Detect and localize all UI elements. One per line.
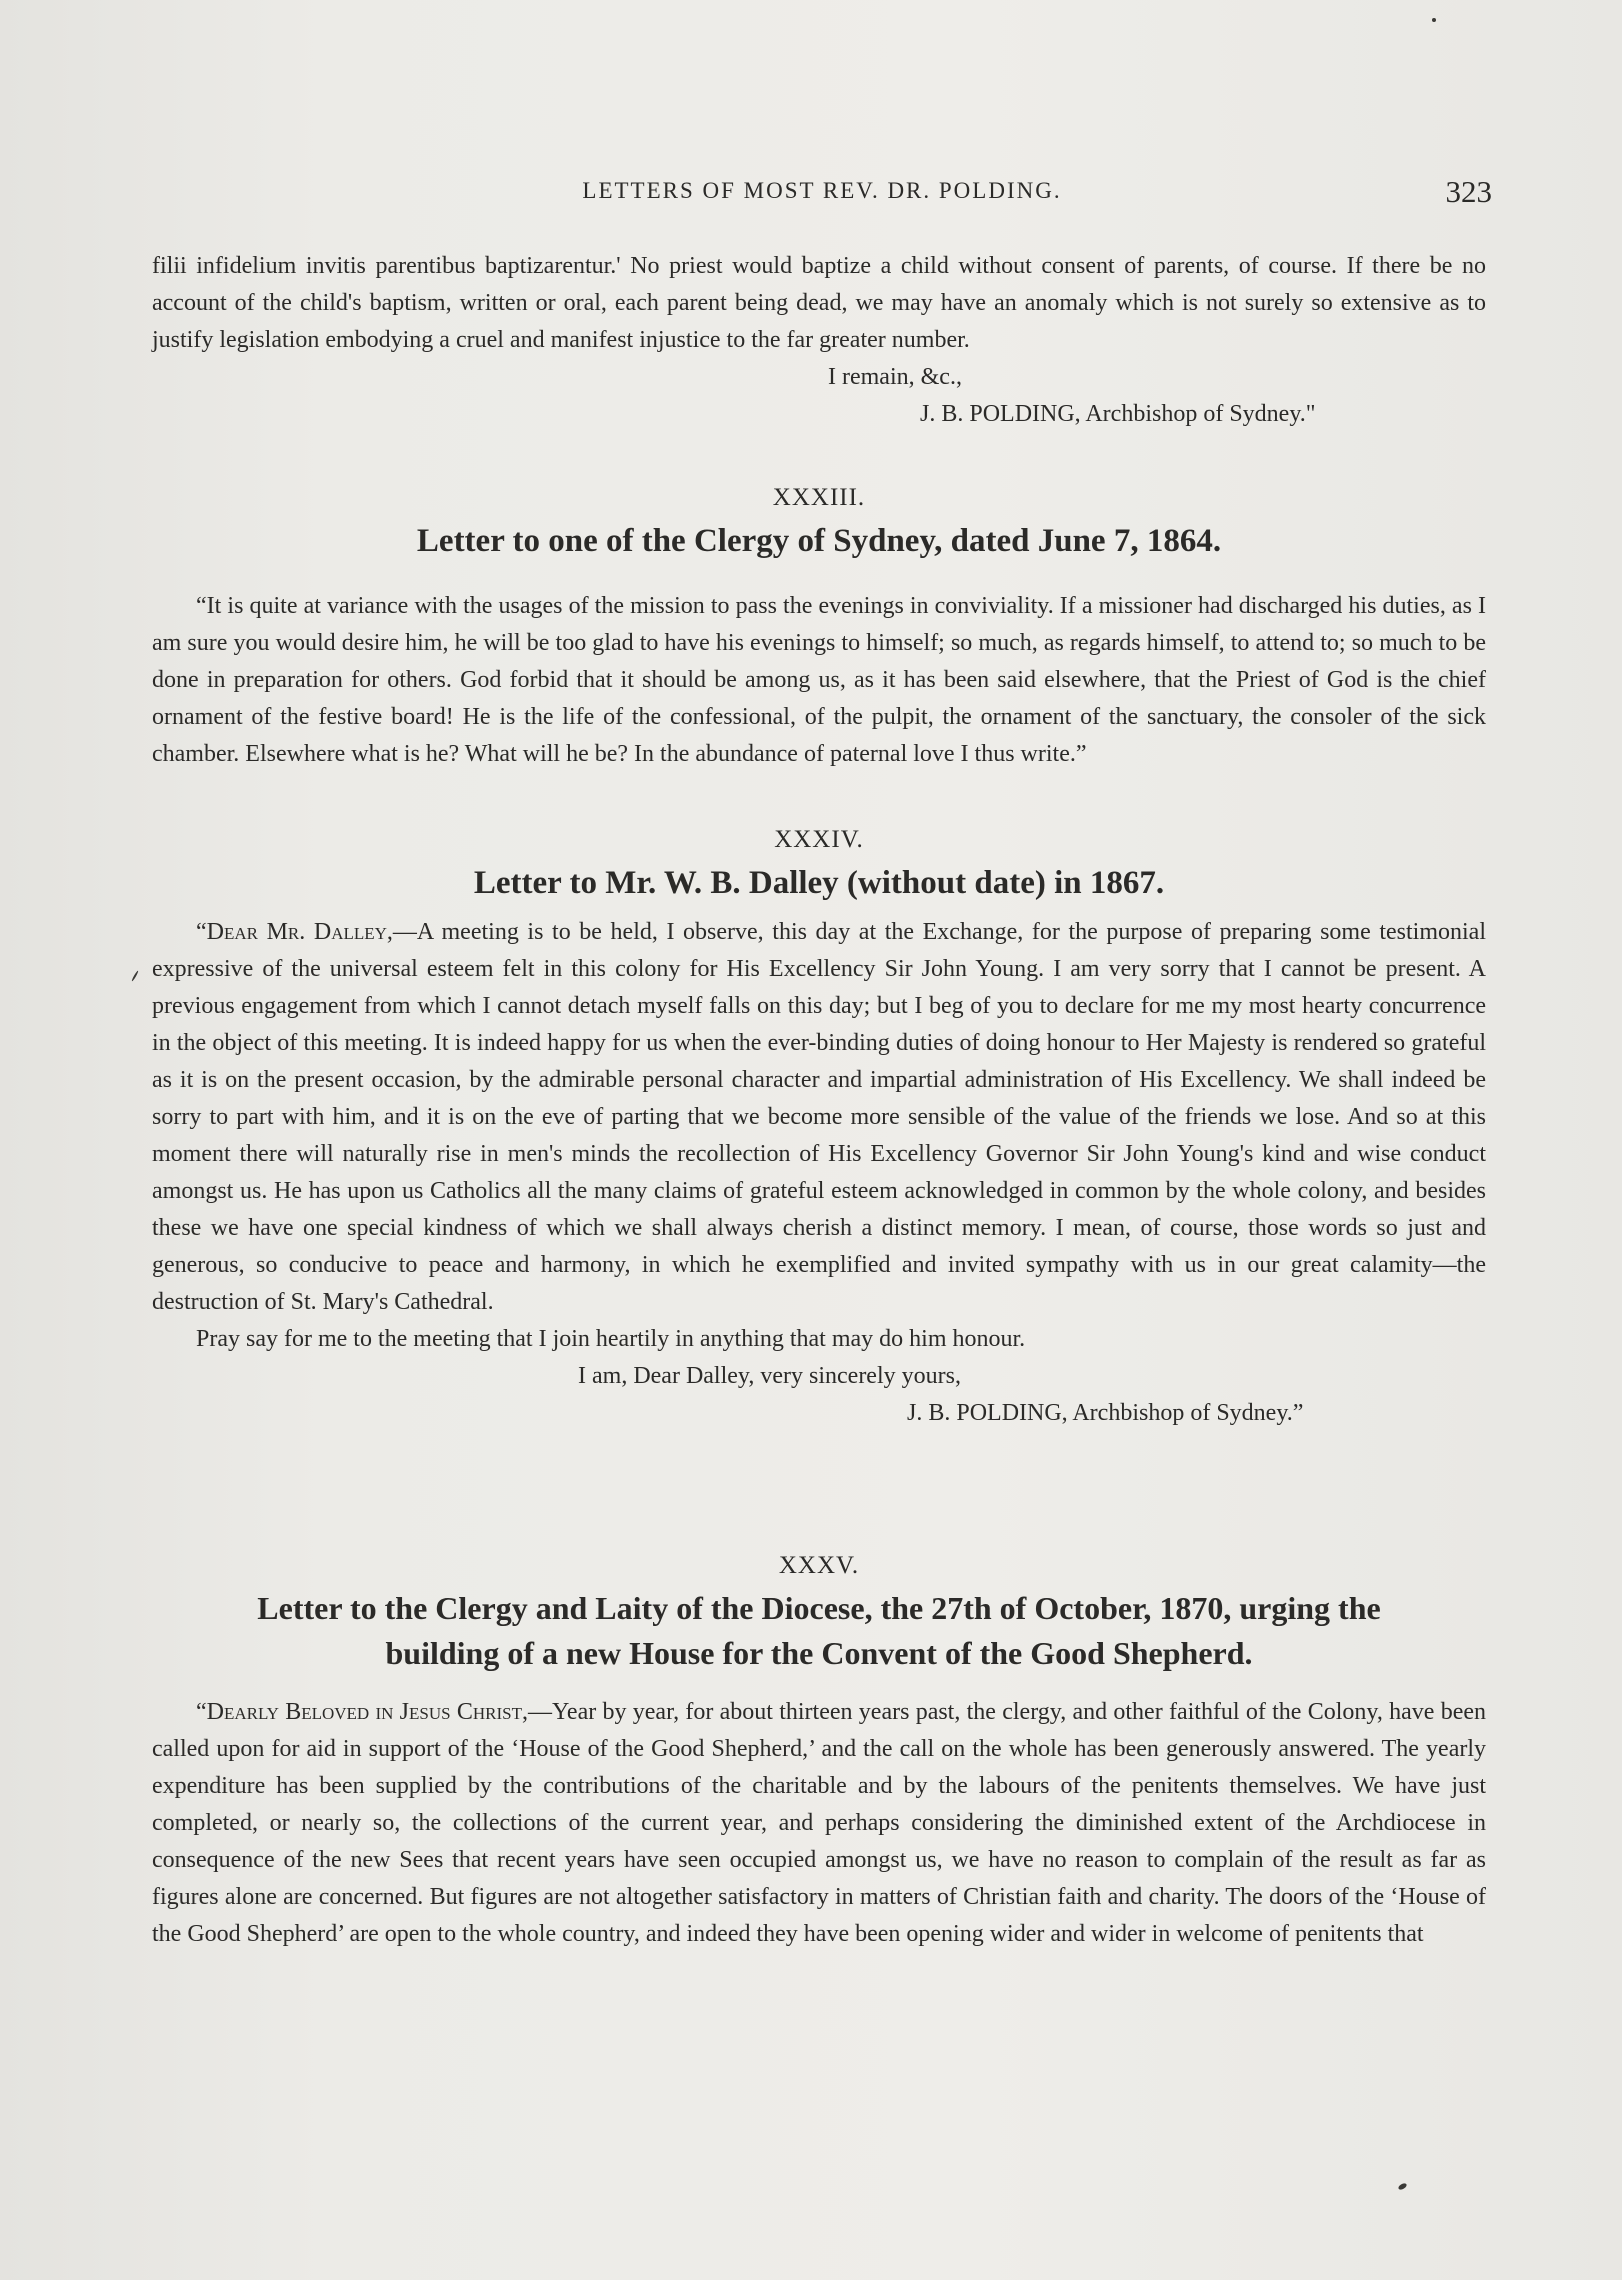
letter-33-numeral: XXXIII. [772, 484, 866, 511]
letter-34-closing-line [152, 1358, 1486, 1395]
letter-35-salutation: “Dearly Beloved in Jesus Christ, [196, 1699, 528, 1725]
letter-34-signature-line [152, 1395, 1486, 1432]
letter-33-body: “It is quite at variance with the usages of the mission to pass the evenings in conviviality. If a missioner had discharged his duties, as I am sure you would desire him, he will be too glad to have his evenings to himself; so much, as regards himself, to attend to; so much to be done in preparation for others. God forbid that it should be among us, as it has been said elsewhere, that the Priest of God is the chief ornament of the festive board! He is the life of the confessional, of the pulpit, the ornament of the sanctuary, the consoler of the sick chamber. Elsewhere what is he? What will he be? In the abundance of paternal love I thus write.” [152, 593, 1486, 767]
running-title: LETTERS OF MOST REV. DR. POLDING. [582, 178, 1062, 203]
letter-35-heading-line-1: Letter to the Clergy and Laity of the Diocese, the 27th of October, 1870, urging the [257, 1590, 1381, 1626]
letter-35-numeral: XXXV. [778, 1552, 860, 1579]
letter-34-closing: I am, Dear Dalley, very sincerely yours, [578, 1363, 961, 1389]
letter-33-heading: Letter to one of the Clergy of Sydney, dated June 7, 1864. [416, 523, 1222, 559]
intro-closing: I remain, &c., [828, 364, 962, 390]
intro-closing-line [152, 359, 1486, 396]
letter-34-body-paragraph [152, 914, 1486, 1321]
intro-section [152, 248, 1486, 433]
letter-34-body: —A meeting is to be held, I observe, this day at the Exchange, for the purpose of preparing some testimonial expressive of the universal esteem felt in this colony for His Excellency Sir John Young. I am very sorry that I cannot be present. A previous engagement from which I cannot detach myself falls on this day; but I beg of you to declare for me my most hearty concurrence in the object of this meeting. It is indeed happy for us when the ever-binding duties of doing honour to Her Majesty is rendered so grateful as it is on the present occasion, by the admirable personal character and impartial administration of His Excellency. We shall indeed be sorry to part with him, and it is on the eve of parting that we become more sensible of the value of the friends we lose. And so at this moment there will naturally rise in men's minds the recollection of His Excellency Governor Sir John Young's kind and wise conduct amongst us. He has upon us Catholics all the many claims of grateful esteem acknowledged in common by the whole colony, and besides these we have one special kindness of which we shall always cherish a distinct memory. I mean, of course, those words so just and generous, so conducive to peace and harmony, in which he exemplified and invited sympathy with us in our great calamity—the destruction of St. Mary's Cathedral. [152, 919, 1487, 1315]
letter-33-section [152, 478, 1486, 773]
letter-35-body-paragraph [152, 1694, 1486, 1953]
running-head [152, 174, 1492, 214]
paper-speck [1397, 2182, 1407, 2191]
letter-34-section [152, 820, 1486, 1432]
intro-paragraph: filii infidelium invitis parentibus baptizarentur.' No priest would baptize a child without consent of parents, of course. If there be no account of the child's baptism, written or oral, each parent being dead, we may have an anomaly which is not surely so extensive as to justify legislation embodying a cruel and manifest injustice to the far greater number. [152, 253, 1486, 353]
letter-35-heading-line-2: building of a new House for the Convent of the Good Shepherd. [385, 1635, 1253, 1671]
letter-35-body: —Year by year, for about thirteen years past, the clergy, and other faithful of the Colony, have been called upon for aid in support of the ‘House of the Good Shepherd,’ and the call on the whole has been generously answered. The yearly expenditure has been supplied by the contributions of the charitable and by the labours of the penitents themselves. We have just completed, or nearly so, the collections of the current year, and perhaps considering the diminished extent of the Archdiocese in consequence of the new Sees that recent years have seen occupied amongst us, we have no reason to complain of the result as far as figures alone are concerned. But figures are not altogether satisfactory in matters of Christian faith and charity. The doors of the ‘House of the Good Shepherd’ are open to the whole country, and indeed they have been opening wider and wider in welcome of penitents that [152, 1699, 1486, 1947]
intro-signature-line [152, 396, 1486, 433]
intro-signature: J. B. POLDING, Archbishop of Sydney." [920, 401, 1316, 427]
letter-35-section [152, 1546, 1486, 1953]
letter-34-signature: J. B. POLDING, Archbishop of Sydney.” [907, 1400, 1304, 1426]
page-number: 323 [1445, 174, 1492, 209]
letter-34-salutation: “Dear Mr. Dalley, [196, 919, 393, 945]
letter-34-numeral: XXXIV. [774, 826, 864, 853]
letter-34-postscript: Pray say for me to the meeting that I join heartily in anything that may do him honour. [196, 1326, 1026, 1352]
paper-speck [131, 970, 139, 981]
paper-speck [1432, 18, 1436, 22]
letter-34-heading: Letter to Mr. W. B. Dalley (without date) in 1867. [473, 865, 1165, 901]
